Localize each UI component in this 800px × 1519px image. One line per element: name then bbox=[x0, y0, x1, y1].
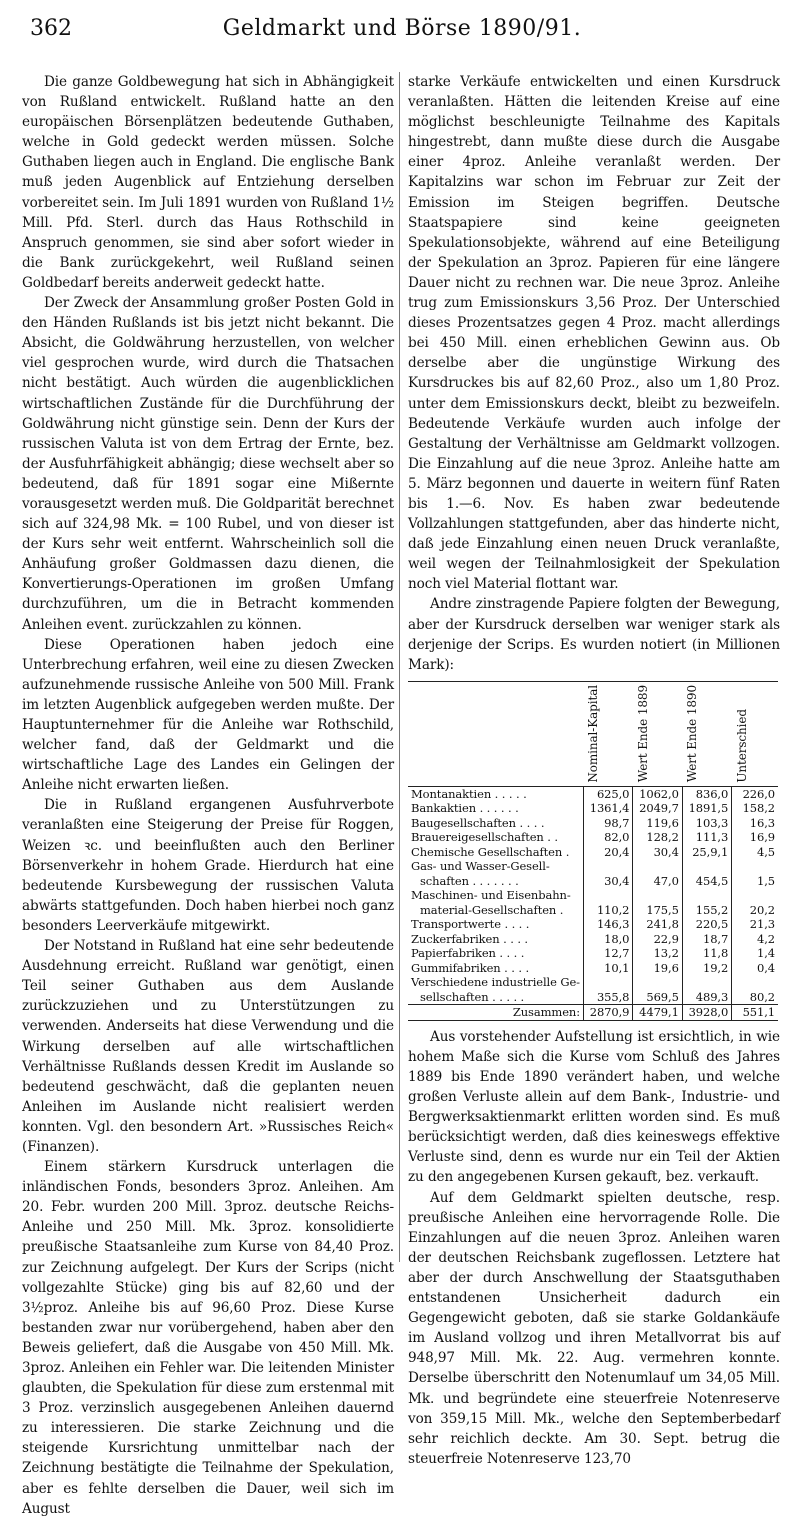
cell: 110,2 bbox=[583, 903, 632, 918]
cell: 454,5 bbox=[682, 874, 731, 889]
row-label: Zusammen: bbox=[408, 1005, 583, 1021]
left-column bbox=[22, 72, 394, 1519]
paragraph: Die ganze Goldbewegung hat sich in Abhängigkeit von Rußland entwickelt. Rußland hatte an den europäischen Börsenplätzen bedeutende Guthaben, welche in Gold gedeckt werden müssen. Solche Guthaben liegen auch in England. Die englische Bank muß jeden Augenblick auf Entziehung derselben vorbereitet sein. Im Juli 1891 wurden von Rußland 1½ Mill. Pfd. Sterl. durch das Haus Rothschild in Anspruch genommen, sie sind aber sofort wieder in die Bank zurückgekehrt, weil Rußland seinen Goldbedarf bereits anderweit gedeckt hatte. bbox=[22, 74, 394, 291]
cell: 19,6 bbox=[633, 961, 682, 976]
cell: 98,7 bbox=[583, 816, 632, 831]
row-header-blank bbox=[408, 681, 583, 786]
cell: 220,5 bbox=[682, 917, 731, 932]
paragraph: Die in Rußland ergangenen Ausfuhrverbote veranlaßten eine Steigerung der Preise für Roggen, Weizen ꝛc. und beeinflußten auch den Berliner Börsenverkehr in hohem Grade. Hierdurch hat eine bedeutende Kursbewegung der russischen Valuta abwärts stattgefunden. Doch haben hierbei noch ganz besonders Leerverkäufe mitgewirkt. bbox=[22, 797, 394, 934]
cell: 22,9 bbox=[633, 932, 682, 947]
cell: 11,8 bbox=[682, 946, 731, 961]
paragraph: starke Verkäufe entwickelten und einen Kursdruck veranlaßten. Hätten die leitenden Kreise auf eine möglichst beschleunigte Teilnahme des Kapitals hingestrebt, dann mußte diese durch die Ausgabe einer 4proz. Anleihe veranlaßt werden. Der Kapitalzins war schon im Februar zur Zeit der Emission im Steigen begriffen. Deutsche Staatspapiere sind keine geeigneten Spekulationsobjekte, während auf eine Beteiligung der Spekulation an 3proz. Papieren für eine längere Dauer nicht zu rechnen war. Die neue 3proz. Anleihe trug zum Emissionskurs 3,56 Proz. Der Unterschied dieses Prozentsatzes gegen 4 Proz. macht allerdings bei 450 Mill. einen erheblichen Gewinn aus. Ob derselbe aber die ungünstige Wirkung des Kursdruckes bis auf 82,60 Proz., also um 1,80 Proz. unter dem Emissionskurs deckt, bleibt zu bezweifeln. Bedeutende Verkäufe wurden auch infolge der Gestaltung der Verhältnisse am Geldmarkt vollzogen. Die Einzahlung auf die neue 3proz. Anleihe hatte am 5. März begonnen und dauerte in weitern fünf Raten bis 1.—6. Nov. Es haben zwar bedeutende Vollzahlungen stattgefunden, aber das hinderte nicht, daß jede Einzahlung einen neuen Druck veranlaßte, weil wegen der Teilnahmlosigkeit der Spekulation noch viel Material flottant war. bbox=[408, 74, 780, 593]
cell: 47,0 bbox=[633, 874, 682, 889]
right-column bbox=[408, 72, 780, 1469]
cell: 13,2 bbox=[633, 946, 682, 961]
stats-table bbox=[408, 681, 778, 1021]
cell: 103,3 bbox=[682, 816, 731, 831]
cell: 0,4 bbox=[732, 961, 778, 976]
cell: 1,5 bbox=[732, 874, 778, 889]
table-row bbox=[408, 917, 778, 932]
row-label: Papierfabriken . . . . bbox=[411, 946, 525, 961]
cell: 80,2 bbox=[732, 990, 778, 1005]
cell: 226,0 bbox=[732, 786, 778, 801]
cell: 4479,1 bbox=[633, 1005, 682, 1021]
row-label: sellschaften . . . . . bbox=[420, 989, 525, 1004]
row-label: Zuckerfabriken . . . . bbox=[411, 931, 528, 946]
table-row bbox=[408, 946, 778, 961]
cell: 175,5 bbox=[633, 903, 682, 918]
row-label: Gas- und Wasser-Gesell- bbox=[411, 859, 550, 874]
paragraph: Aus vorstehender Aufstellung ist ersichtlich, in wie hohem Maße sich die Kurse vom Schluß des Jahres 1889 bis Ende 1890 verändert haben, und welche großen Verluste allein auf dem Bank-, Industrie- und Bergwerksaktienmarkt erlitten worden sind. Es muß berücksichtigt werden, daß dies keineswegs effektive Verluste sind, denn es wurde nur ein Teil der Aktien zu den angegebenen Kursen gekauft, bez. verkauft. bbox=[408, 1028, 780, 1186]
cell: 25,9,1 bbox=[682, 845, 731, 860]
table-row bbox=[408, 845, 778, 860]
column-header: Nominal-Kapital bbox=[583, 681, 632, 786]
table-row bbox=[408, 961, 778, 976]
page-number: 362 bbox=[30, 16, 72, 41]
row-label: Maschinen- und Eisenbahn- bbox=[411, 888, 571, 903]
row-label: Chemische Gesellschaften . bbox=[411, 844, 570, 859]
cell: 355,8 bbox=[583, 990, 632, 1005]
cell: 30,4 bbox=[633, 845, 682, 860]
cell: 241,8 bbox=[633, 917, 682, 932]
cell: 30,4 bbox=[583, 874, 632, 889]
paragraph: Einem stärkern Kursdruck unterlagen die inländischen Fonds, besonders 3proz. Anleihen. Am 20. Febr. wurden 200 Mill. 3proz. deutsche Reichs-Anleihe und 250 Mill. Mk. 3proz. konsolidierte preußische Staatsanleihe zum Kurse von 84,40 Proz. zur Zeichnung aufgelegt. Der Kurs der Scrips (nicht vollgezahlte Stücke) ging bis auf 82,60 und der 3½proz. Anleihe bis auf 96,60 Proz. Diese Kurse bestanden zwar nur vorübergehend, haben aber den Beweis geliefert, daß die Ausgabe von 450 Mill. Mk. 3proz. Anleihen ein Fehler war. Die leitenden Minister glaubten, die Spekulation für diese zum erstenmal mit 3 Proz. verzinslich ausgegebenen Anleihen dauernd zu interessieren. Die starke Zeichnung und die steigende Kursrichtung unmittelbar nach der Zeichnung bestätigte die Teilnahme der Spekulation, aber es fehlte derselben die Dauer, weil sich im August bbox=[22, 1159, 394, 1517]
cell: 18,0 bbox=[583, 932, 632, 947]
cell: 489,3 bbox=[682, 990, 731, 1005]
paragraph: Andre zinstragende Papiere folgten der Bewegung, aber der Kursdruck derselben war weniger stark als derjenige der Scrips. Es wurden notiert (in Millionen Mark): bbox=[408, 596, 780, 673]
paragraph: Der Zweck der Ansammlung großer Posten Gold in den Händen Rußlands ist bis jetzt nicht bekannt. Die Absicht, die Goldwährung herzustellen, von welcher viel gesprochen wurde, wird durch die Thatsachen nicht bestätigt. Auch würden die augenblicklichen wirtschaftlichen Zustände für die Durchführung der Goldwährung nicht günstige sein. Denn der Kurs der russischen Valuta ist von dem Ertrag der Ernte, bez. der Ausfuhrfähigkeit abhängig; diese wechselt aber so bedeutend, daß für 1891 sogar eine Mißernte vorausgesetzt werden muß. Die Goldparität berechnet sich auf 324,98 Mk. = 100 Rubel, und von dieser ist der Kurs sehr weit entfernt. Wahrscheinlich soll die Anhäufung großer Goldmassen dazu dienen, die Konvertierungs-Operationen im großen Umfang durchzuführen, um die in Betracht kommenden Anleihen event. zurückzahlen zu können. bbox=[22, 295, 394, 633]
cell: 12,7 bbox=[583, 946, 632, 961]
table-row bbox=[408, 990, 778, 1005]
table-header-row bbox=[408, 681, 778, 786]
cell: 836,0 bbox=[682, 786, 731, 801]
paragraph: Der Notstand in Rußland hat eine sehr bedeutende Ausdehnung erreicht. Rußland war genötigt, einen Teil seiner Guthaben aus dem Auslande zurückzuziehen und zu Unterstützungen zu verwenden. Anderseits hat diese Verwendung und die Wirkung derselben auf alle wirtschaftlichen Verhältnisse Rußlands dessen Kredit im Auslande so bedeutend geschwächt, daß die geplanten neuen Anleihen im Auslande nicht realisiert werden konnten. Vgl. den besondern Art. »Russisches Reich« (Finanzen). bbox=[22, 938, 394, 1155]
cell: 18,7 bbox=[682, 932, 731, 947]
column-header: Wert Ende 1889 bbox=[633, 681, 682, 786]
row-label: schaften . . . . . . . bbox=[420, 873, 519, 888]
row-label: Montanaktien . . . . . bbox=[411, 786, 527, 801]
cell: 16,3 bbox=[732, 816, 778, 831]
cell: 111,3 bbox=[682, 830, 731, 845]
row-label: Transportwerte . . . . bbox=[411, 917, 530, 932]
table-row bbox=[408, 888, 778, 903]
cell: 4,2 bbox=[732, 932, 778, 947]
cell: 21,3 bbox=[732, 917, 778, 932]
column-divider bbox=[399, 72, 400, 1262]
column-header: Unterschied bbox=[732, 681, 778, 786]
cell: 158,2 bbox=[732, 801, 778, 816]
table-row bbox=[408, 975, 778, 990]
cell: 119,6 bbox=[633, 816, 682, 831]
cell: 3928,0 bbox=[682, 1005, 731, 1021]
cell: 1,4 bbox=[732, 946, 778, 961]
cell: 20,4 bbox=[583, 845, 632, 860]
cell: 16,9 bbox=[732, 830, 778, 845]
cell: 2870,9 bbox=[583, 1005, 632, 1021]
cell: 1891,5 bbox=[682, 801, 731, 816]
table-row bbox=[408, 786, 778, 801]
running-title: Geldmarkt und Börse 1890/91. bbox=[222, 16, 582, 41]
row-label: Brauereigesellschaften . . bbox=[411, 830, 558, 845]
paragraph: Diese Operationen haben jedoch eine Unterbrechung erfahren, weil eine zu diesen Zwecken aufzunehmende russische Anleihe von 500 Mill. Frank im letzten Augenblick aufgegeben werden mußte. Der Hauptunternehmer für die Anleihe war Rothschild, welcher fand, daß der Geldmarkt und die wirtschaftliche Lage des Landes ein Gelingen der Anleihe nicht erwarten ließen. bbox=[22, 636, 394, 794]
cell: 155,2 bbox=[682, 903, 731, 918]
cell: 551,1 bbox=[732, 1005, 778, 1021]
paragraph: Auf dem Geldmarkt spielten deutsche, resp. preußische Anleihen eine hervorragende Rolle. Die Einzahlungen auf die neuen 3proz. Anleihen waren der deutschen Reichsbank zugeflossen. Letztere hat aber der durch Anschwellung der Staatsguthaben entstandenen Unsicherheit dadurch ein Gegengewicht geboten, daß sie starke Goldankäufe im Ausland vollzog und ihren Metallvorrat bis auf 948,97 Mill. Mk. 22. Aug. vermehren konnte. Derselbe überschritt den Notenumlauf um 34,05 Mill. Mk. und begründete eine steuerfreie Notenreserve von 359,15 Mill. Mk., welche den Septemberbedarf sehr reichlich deckte. Am 30. Sept. betrug die steuerfreie Notenreserve 123,70 bbox=[408, 1189, 780, 1467]
table-row bbox=[408, 801, 778, 816]
cell: 146,3 bbox=[583, 917, 632, 932]
table-row bbox=[408, 903, 778, 918]
table-row bbox=[408, 874, 778, 889]
row-label: Verschiedene industrielle Ge- bbox=[411, 975, 580, 990]
column-header: Wert Ende 1890 bbox=[682, 681, 731, 786]
cell: 128,2 bbox=[633, 830, 682, 845]
cell: 20,2 bbox=[732, 903, 778, 918]
row-label: Bankaktien . . . . . . bbox=[411, 801, 519, 816]
row-label: material-Gesellschaften . bbox=[420, 902, 564, 917]
table-row bbox=[408, 859, 778, 874]
row-label: Gummifabriken . . . . bbox=[411, 960, 530, 975]
cell: 625,0 bbox=[583, 786, 632, 801]
table-total-row bbox=[408, 1005, 778, 1021]
row-label: Baugesellschaften . . . . bbox=[411, 815, 545, 830]
cell: 19,2 bbox=[682, 961, 731, 976]
cell: 82,0 bbox=[583, 830, 632, 845]
cell: 569,5 bbox=[633, 990, 682, 1005]
table-row bbox=[408, 816, 778, 831]
cell: 2049,7 bbox=[633, 801, 682, 816]
table-row bbox=[408, 830, 778, 845]
page-header bbox=[30, 14, 774, 44]
cell: 4,5 bbox=[732, 845, 778, 860]
cell: 1361,4 bbox=[583, 801, 632, 816]
table-row bbox=[408, 932, 778, 947]
stats-table-wrap bbox=[408, 681, 780, 1021]
cell: 1062,0 bbox=[633, 786, 682, 801]
cell: 10,1 bbox=[583, 961, 632, 976]
